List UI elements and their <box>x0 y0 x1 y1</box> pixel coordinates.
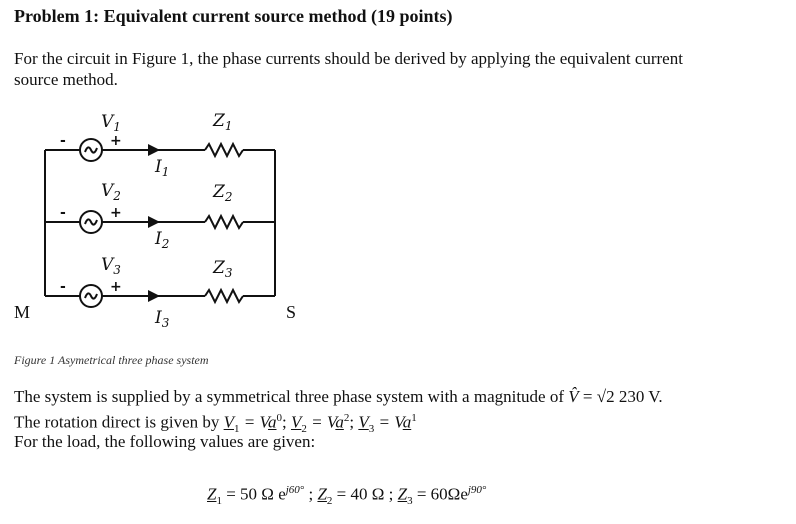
current-arrow-3-icon <box>148 290 160 302</box>
load-formula: $Z_1 = 50$ Ω $e^{j60^\circ}$ ; $Z_2 = 40$ Ω ; $Z_3 = 60\Omega e^{j90^\circ}$ <box>207 484 487 508</box>
body-line-3: For the load, the following values are given: <box>14 432 316 451</box>
current-1-label: $I_1$ <box>155 157 170 179</box>
source-1-plus: + <box>110 133 122 149</box>
node-s-label: S <box>286 302 297 322</box>
resistor-2-icon <box>205 216 243 228</box>
impedance-3-label: $Z_3$ <box>213 258 233 280</box>
impedance-1-label: $Z_1$ <box>213 111 233 133</box>
node-m-label: M <box>14 302 31 322</box>
source-2-minus: - <box>60 205 66 221</box>
current-arrow-2-icon <box>148 216 160 228</box>
source-3-minus: - <box>60 279 66 295</box>
source-3-label: $V_3$ <box>101 255 121 277</box>
intro-line-2: source method. <box>14 70 118 89</box>
resistor-1-icon <box>205 144 243 156</box>
source-2-label: $V_2$ <box>101 181 121 203</box>
body-line-2: The rotation direct is given by $V_1 = Va^0$; $V_2 = Va^2$; $V_3 = Va^1$ <box>14 412 417 436</box>
source-1-label: $V_1$ <box>101 112 121 134</box>
current-2-label: $I_2$ <box>155 229 170 251</box>
body-line-1: The system is supplied by a symmetrical three phase system with a magnitude of V̂ = √2 230 V. <box>14 387 663 406</box>
source-3-plus: + <box>110 279 122 295</box>
figure-caption: Figure 1 Asymetrical three phase system <box>14 353 209 367</box>
current-3-label: $I_3$ <box>155 308 170 330</box>
problem-title: Problem 1: Equivalent current source method (19 points) <box>14 6 453 26</box>
source-2-plus: + <box>110 205 122 221</box>
resistor-3-icon <box>205 290 243 302</box>
source-1-minus: - <box>60 133 66 149</box>
current-arrow-1-icon <box>148 144 160 156</box>
impedance-2-label: $Z_2$ <box>213 182 233 204</box>
branch-3 <box>45 285 275 307</box>
intro-line-1: For the circuit in Figure 1, the phase currents should be derived by applying the equivalent current <box>14 49 683 68</box>
